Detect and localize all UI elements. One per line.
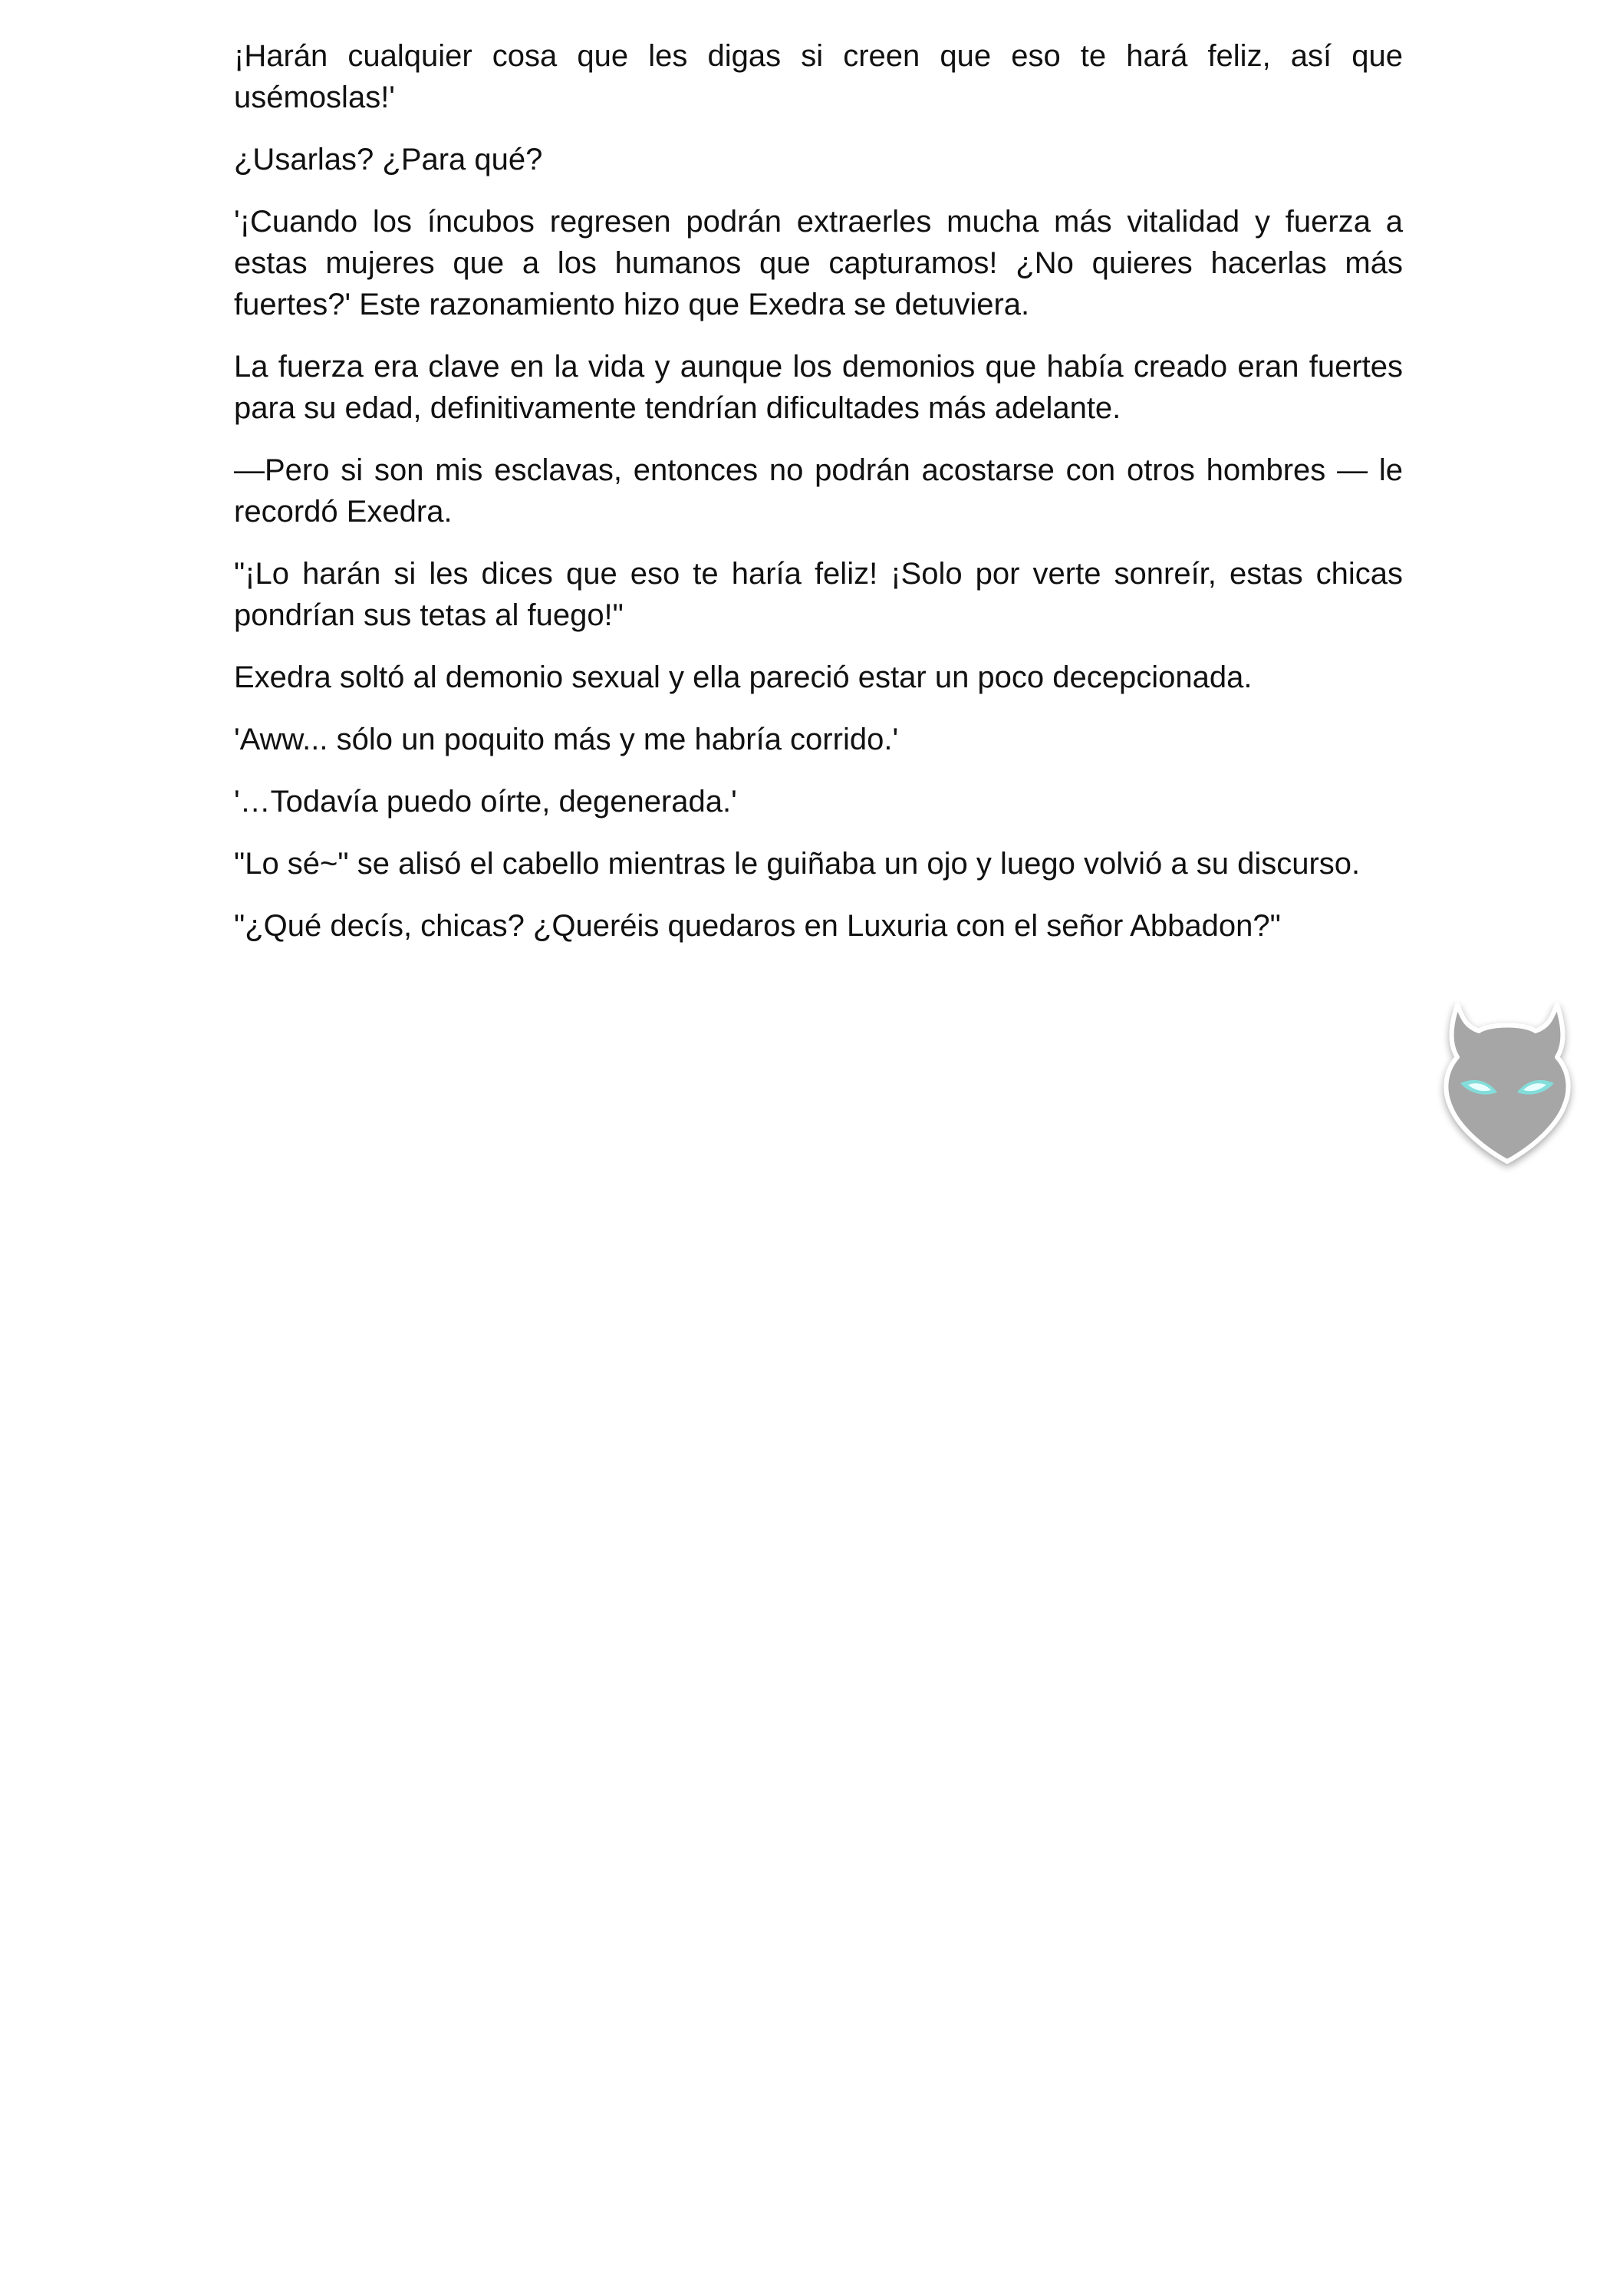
paragraph: ¡Harán cualquier cosa que les digas si creen que eso te hará feliz, así que usémoslas!' <box>234 39 1403 114</box>
horned-demon-head-icon <box>1434 997 1580 1174</box>
paragraph: '¡Cuando los íncubos regresen podrán extraerles mucha más vitalidad y fuerza a estas mujeres que a los humanos que capturamos! ¿No quieres hacerlas más fuertes?' Este razonamiento hizo que Exedra se detuviera. <box>234 205 1403 321</box>
paragraph: '…Todavía puedo oírte, degenerada.' <box>234 785 737 819</box>
paragraph: "¡Lo harán si les dices que eso te haría feliz! ¡Solo por verte sonreír, estas chicas pondrían sus tetas al fuego!" <box>234 557 1403 632</box>
paragraph: La fuerza era clave en la vida y aunque los demonios que había creado eran fuertes para su edad, definitivamente tendrían dificultades más adelante. <box>234 350 1403 425</box>
paragraph: "Lo sé~" se alisó el cabello mientras le guiñaba un ojo y luego volvió a su discurso. <box>234 847 1361 881</box>
paragraph: 'Aww... sólo un poquito más y me habría corrido.' <box>234 723 899 756</box>
paragraph: Exedra soltó al demonio sexual y ella pareció estar un poco decepcionada. <box>234 660 1253 694</box>
paragraph: "¿Qué decís, chicas? ¿Queréis quedaros en Luxuria con el señor Abbadon?" <box>234 909 1281 943</box>
body-text <box>234 35 1403 967</box>
paragraph: —Pero si son mis esclavas, entonces no podrán acostarse con otros hombres — le recordó Exedra. <box>234 453 1403 529</box>
paragraph: ¿Usarlas? ¿Para qué? <box>234 143 543 176</box>
